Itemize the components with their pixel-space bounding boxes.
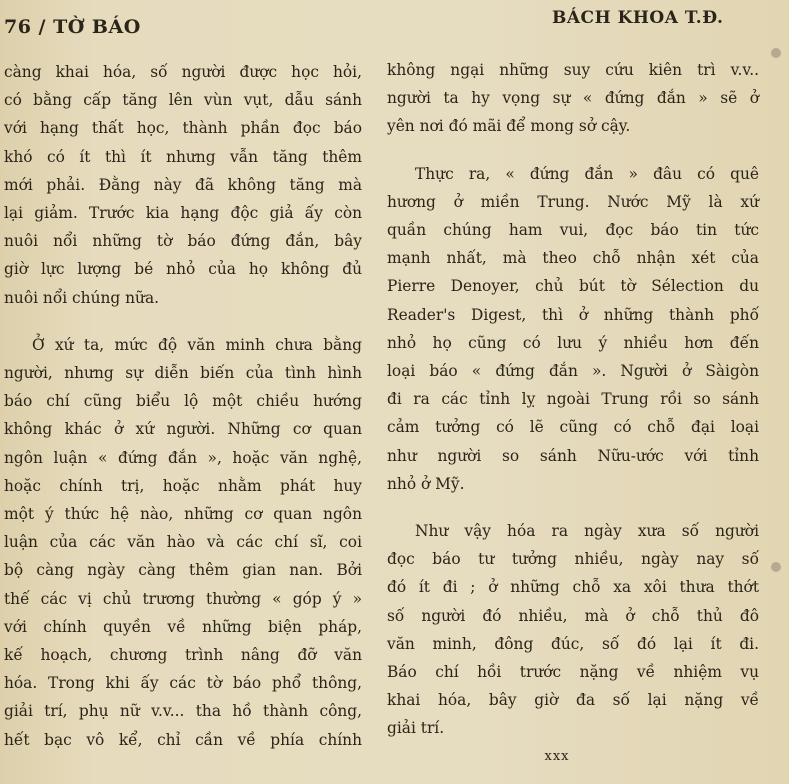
text-line: quần chúng ham vui, đọc báo tin tức [387, 221, 759, 240]
text-line: Như vậy hóa ra ngày xưa số người [415, 522, 759, 541]
text-line: Thực ra, « đứng đắn » đâu có quê [415, 164, 759, 183]
text-line: hương ở miền Trung. Nước Mỹ là xứ [387, 192, 759, 211]
paragraph [387, 56, 759, 141]
text-line: người ta hy vọng sự « đứng đắn » sẽ ở [387, 89, 759, 108]
text-line: với chính quyền về những biện pháp, [4, 617, 362, 636]
text-line: hoặc chính trị, hoặc nhằm phát huy [4, 476, 362, 495]
text-line: không khác ở xứ người. Những cơ quan [4, 420, 362, 439]
text-line: hóa. Trong khi ấy các tờ báo phổ thông, [4, 674, 362, 693]
text-line: luận của các văn hào và các chí sĩ, coi [4, 533, 362, 552]
paragraph [387, 517, 759, 743]
text-line: cảm tưởng có lẽ cũng có chỗ đại loại [387, 418, 759, 437]
text-line: đi ra các tỉnh lỵ ngoài Trung rồi so sánh [387, 390, 759, 409]
text-line: khó có ít thì ít nhưng vẫn tăng thêm [4, 147, 362, 166]
text-line: Ở xứ ta, mức độ văn minh chưa bằng [32, 335, 362, 354]
running-header: BÁCH KHOA T.Đ. [552, 8, 724, 28]
paragraph [4, 58, 362, 312]
paragraph [4, 331, 362, 754]
text-line: lại giảm. Trước kia hạng độc giả ấy còn [4, 204, 362, 223]
text-line: hết bạc vô kể, chỉ cần về phía chính [4, 730, 362, 749]
text-line: nuôi nổi những tờ báo đứng đắn, bây [4, 232, 362, 251]
text-line: kế hoạch, chương trình nâng đỡ văn [4, 646, 362, 665]
text-line: như người so sánh Nữu-ước với tỉnh [387, 446, 759, 465]
text-line: không ngại những suy cứu kiên trì v.v.. [387, 61, 759, 79]
text-line: có bằng cấp tăng lên vùn vụt, dẫu sánh [4, 91, 362, 110]
page-number-and-title: 76 / TỜ BÁO [4, 16, 141, 38]
text-line: báo chí cũng biểu lộ một chiều hướng [4, 392, 362, 411]
text-line: văn minh, đông đúc, số đó lại ít đi. [387, 634, 759, 653]
text-line: thế các vị chủ trương thường « góp ý » [4, 589, 362, 608]
text-line: với hạng thất học, thành phần đọc báo [4, 119, 362, 138]
text-line: người, nhưng sự diễn biến của tình hình [4, 364, 362, 383]
text-line: giải trí, phụ nữ v.v... tha hồ thành công, [4, 702, 362, 721]
text-line: đọc báo tư tưởng nhiều, ngày nay số [387, 550, 759, 569]
text-line: yên nơi đó mãi để mong sở cậy. [387, 117, 631, 136]
right-column [387, 56, 759, 771]
paragraph [387, 160, 759, 498]
text-line: nhỏ ở Mỹ. [387, 474, 465, 493]
text-line: mới phải. Đằng này đã không tăng mà [4, 175, 362, 194]
text-line: càng khai hóa, số người được học hỏi, [4, 63, 362, 81]
text-line: đó ít đi ; ở những chỗ xa xôi thưa thớt [387, 578, 759, 597]
text-line: nuôi nổi chúng nữa. [4, 288, 160, 307]
text-line: một ý thức hệ nào, những cơ quan ngôn [4, 505, 362, 524]
text-line: khai hóa, bây giờ đa số lại nặng về [387, 691, 759, 710]
text-line: số người đó nhiều, mà ở chỗ thủ đô [387, 606, 759, 625]
section-separator: xxx [544, 748, 570, 764]
text-line: Báo chí hồi trước nặng về nhiệm vụ [387, 663, 759, 682]
text-line: bộ càng ngày càng thêm gian nan. Bởi [4, 561, 362, 580]
paper-smudge [771, 562, 781, 572]
left-column [4, 58, 362, 754]
text-line: ngôn luận « đứng đắn », hoặc văn nghệ, [4, 448, 362, 467]
text-line: mạnh nhất, mà theo chỗ nhận xét của [387, 249, 759, 268]
text-line: giải trí. [387, 719, 445, 738]
text-line: nhỏ họ cũng có lưu ý nhiều hơn đến [387, 333, 759, 352]
text-line: Reader's Digest, thì ở những thành phố [387, 305, 759, 324]
paper-smudge [771, 48, 781, 58]
text-line: giờ lực lượng bé nhỏ của họ không đủ [4, 260, 362, 279]
text-line: loại báo « đứng đắn ». Người ở Sàigòn [387, 362, 759, 381]
text-line: Pierre Denoyer, chủ bút tờ Sélection du [387, 277, 759, 296]
